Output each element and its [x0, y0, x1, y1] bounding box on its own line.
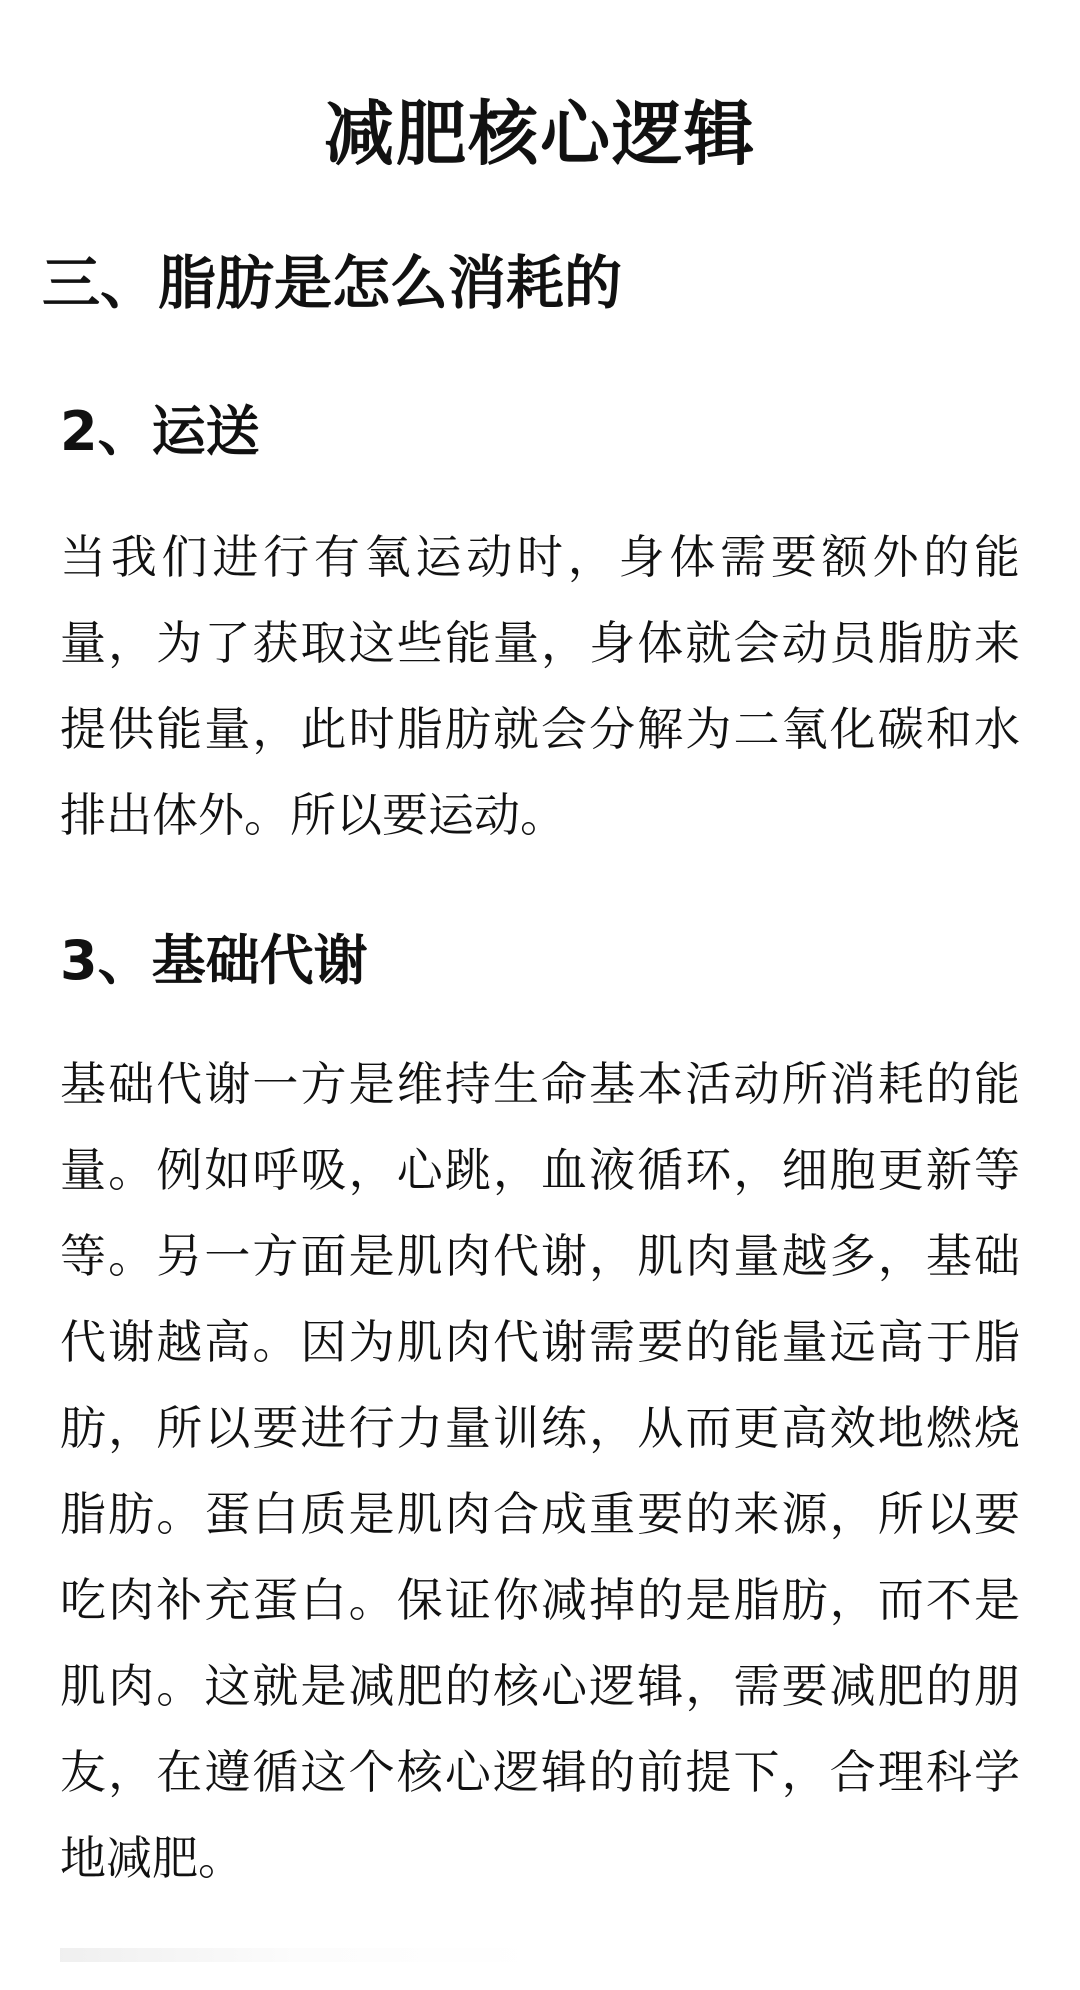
section-heading: 三、脂肪是怎么消耗的: [42, 249, 623, 317]
paragraph-basal-metabolism: 基础代谢一方是维持生命基本活动所消耗的能量。例如呼吸，心跳，血液循环，细胞更新等等。另一方面是肌肉代谢，肌肉量越多，基础代谢越高。因为肌肉代谢需要的能量远高于脂肪，所以要进行力量训练，从而更高效地燃烧脂肪。蛋白质是肌肉合成重要的来源，所以要吃肉补充蛋白。保证你减掉的是脂肪，而不是肌肉。这就是减肥的核心逻辑，需要减肥的朋友，在遵循这个核心逻辑的前提下，合理科学地减肥。: [60, 1057, 1020, 1885]
page-title: 减肥核心逻辑: [324, 93, 756, 175]
subsection-heading-transport: 2、运送: [60, 400, 260, 463]
subsection-heading-basal-metabolism: 3、基础代谢: [60, 929, 368, 992]
paragraph-transport: 当我们进行有氧运动时，身体需要额外的能量，为了获取这些能量，身体就会动员脂肪来提供能量，此时脂肪就会分解为二氧化碳和水排出体外。所以要运动。: [60, 530, 1020, 842]
bottom-fade-divider: [60, 1948, 540, 1962]
